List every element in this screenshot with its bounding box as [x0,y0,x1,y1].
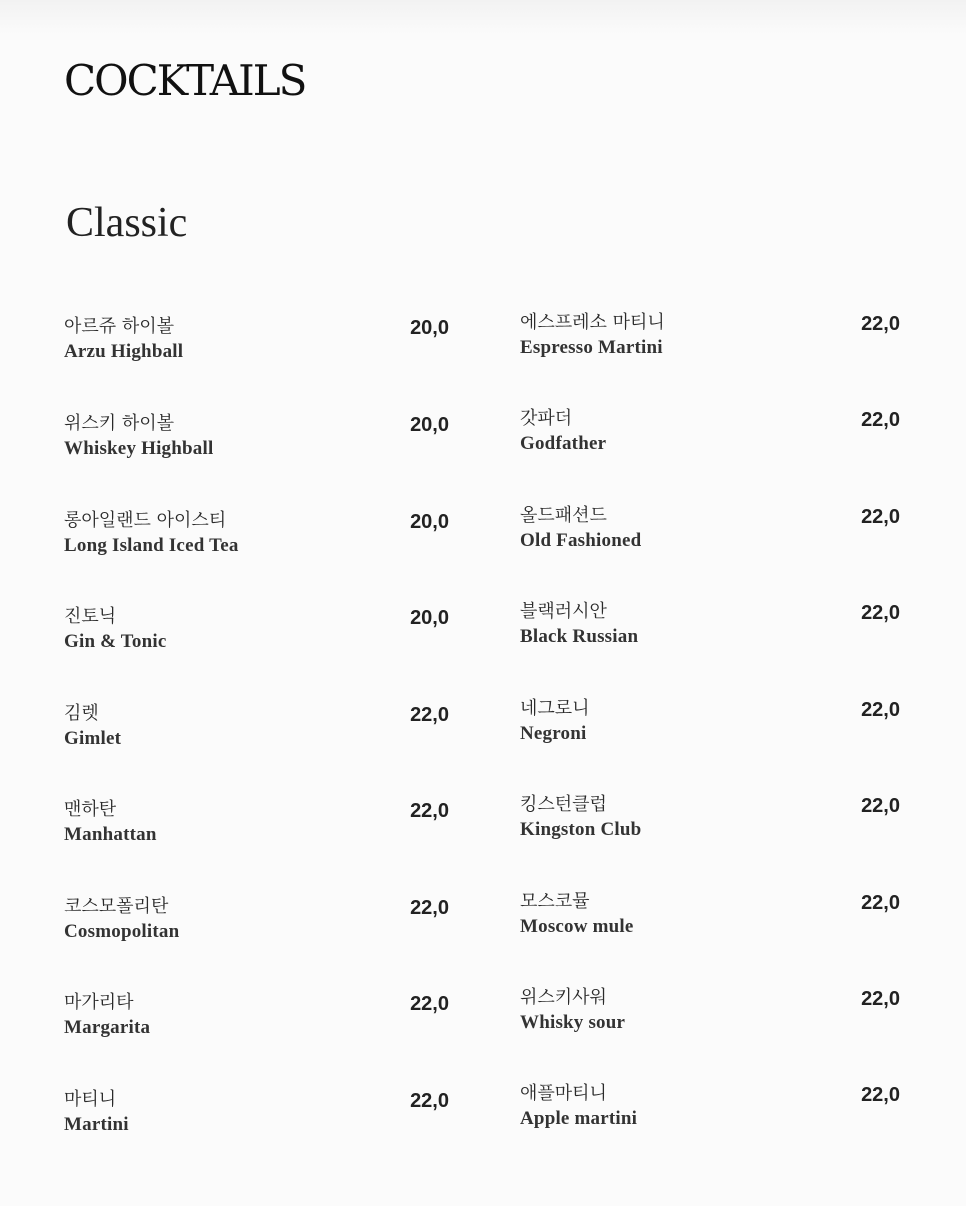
item-english-name: Martini [64,1114,129,1135]
item-korean-name: 마티니 [64,1089,117,1110]
menu-item [64,413,449,473]
item-english-name: Apple martini [520,1108,638,1129]
item-korean-name: 코스모폴리탄 [64,896,169,917]
item-price: 22,0 [861,892,900,914]
item-english-name: Cosmopolitan [64,921,180,942]
item-korean-name: 마가리타 [64,992,134,1013]
item-english-name: Espresso Martini [520,337,663,358]
menu-item [520,601,900,661]
item-english-name: Moscow mule [520,916,634,937]
item-korean-name: 에스프레소 마티니 [520,312,665,333]
item-price: 22,0 [861,795,900,817]
item-price: 22,0 [410,897,449,919]
item-english-name: Manhattan [64,824,157,845]
menu-item [520,987,900,1047]
menu-item [64,1089,449,1149]
item-korean-name: 위스키사워 [520,987,607,1008]
item-korean-name: 모스코뮬 [520,891,590,912]
menu-item [64,510,449,570]
item-price: 22,0 [410,1090,449,1112]
item-english-name: Black Russian [520,626,639,647]
page-title: COCKTAILS [64,56,306,105]
menu-item [520,312,900,372]
item-english-name: Arzu Highball [64,341,184,362]
menu-item [520,794,900,854]
menu-item [520,505,900,565]
item-price: 22,0 [410,704,449,726]
item-english-name: Gin & Tonic [64,631,167,652]
item-korean-name: 갓파더 [520,408,573,429]
item-english-name: Godfather [520,433,607,454]
item-english-name: Old Fashioned [520,530,642,551]
item-korean-name: 위스키 하이볼 [64,413,175,434]
top-shade [0,0,966,34]
menu-item [520,408,900,468]
menu-item [64,799,449,859]
menu-item [64,992,449,1052]
item-korean-name: 올드패션드 [520,505,607,526]
menu-item [64,316,449,376]
item-price: 22,0 [861,1084,900,1106]
item-korean-name: 김렛 [64,703,99,724]
item-english-name: Margarita [64,1017,151,1038]
menu-item [64,606,449,666]
item-english-name: Negroni [520,723,587,744]
item-korean-name: 아르쥬 하이볼 [64,316,175,337]
item-price: 22,0 [861,602,900,624]
item-english-name: Long Island Iced Tea [64,535,239,556]
item-price: 20,0 [410,607,449,629]
item-price: 22,0 [861,506,900,528]
item-price: 20,0 [410,414,449,436]
item-english-name: Kingston Club [520,819,642,840]
item-price: 22,0 [861,988,900,1010]
item-english-name: Whiskey Highball [64,438,214,459]
menu-item [520,1083,900,1143]
item-price: 22,0 [861,313,900,335]
menu-item [520,891,900,951]
menu-item [64,896,449,956]
item-price: 22,0 [861,409,900,431]
item-korean-name: 네그로니 [520,698,590,719]
menu-item [64,703,449,763]
item-price: 20,0 [410,317,449,339]
item-price: 22,0 [410,800,449,822]
item-english-name: Whisky sour [520,1012,626,1033]
item-korean-name: 롱아일랜드 아이스티 [64,510,227,531]
section-title: Classic [66,200,188,246]
item-price: 22,0 [410,993,449,1015]
item-korean-name: 블랙러시안 [520,601,607,622]
item-korean-name: 애플마티니 [520,1083,607,1104]
item-korean-name: 맨하탄 [64,799,117,820]
item-korean-name: 킹스턴클럽 [520,794,607,815]
item-korean-name: 진토닉 [64,606,117,627]
item-price: 20,0 [410,511,449,533]
menu-item [520,698,900,758]
item-price: 22,0 [861,699,900,721]
item-english-name: Gimlet [64,728,122,749]
